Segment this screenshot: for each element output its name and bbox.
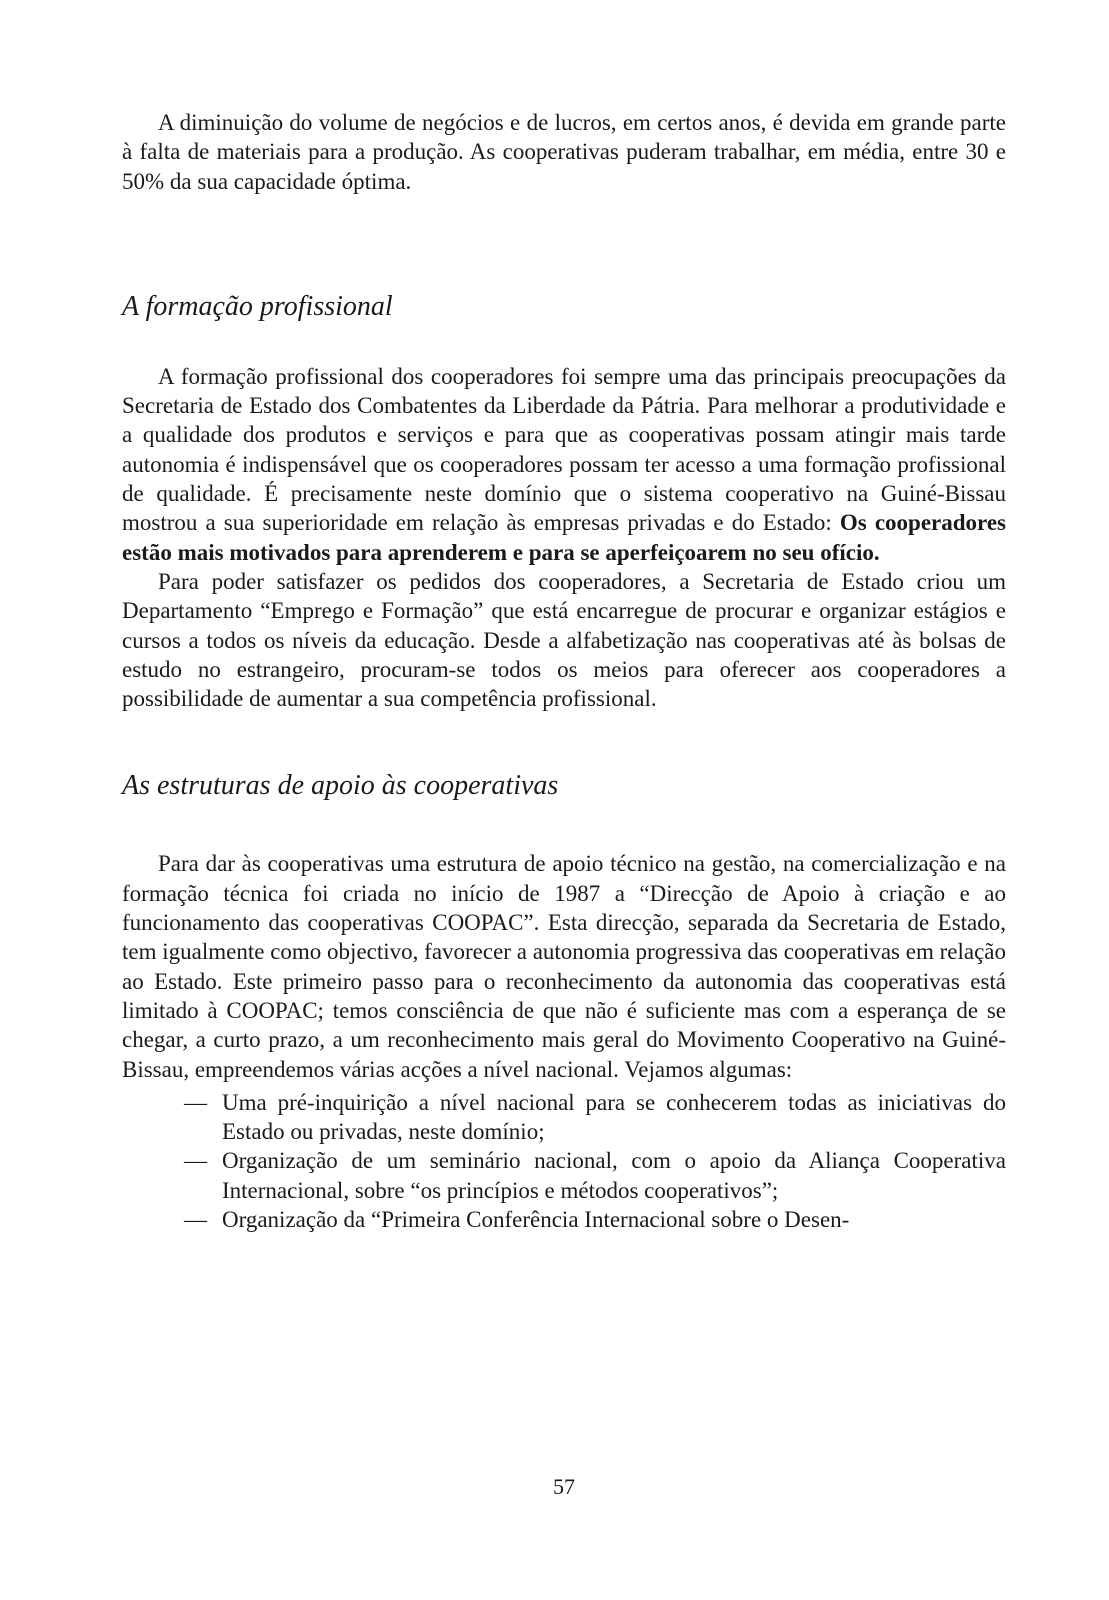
formacao-paragraph-2: Para poder satisfazer os pedidos dos cooperadores, a Secretaria de Estado criou um Departamento “Emprego e Formação” que está encarregue de procurar e organizar estágios e cursos a todos os níveis da educação. Desde a alfabetização nas cooperativas até às bolsas de estudo no estrangeiro, procuram-se todos os meios para oferecer aos cooperadores a possibilidade de aumentar a sua competência profissional. xyxy=(122,568,1006,712)
page-number: 57 xyxy=(553,1474,575,1499)
list-item-text: Organização de um seminário nacional, com o apoio da Aliança Cooperativa Internacional, sobre “os princípios e métodos cooperativos”; xyxy=(222,1148,1006,1203)
intro-paragraph: A diminuição do volume de negócios e de lucros, em certos anos, é devida em grande parte à falta de materiais para a produção. As cooperativas puderam trabalhar, em média, entre 30 e 50% da sua capacidade óptima. xyxy=(122,110,1006,194)
document-page xyxy=(122,108,1006,1578)
list-item-text: Uma pré-inquirição a nível nacional para se conhecerem todas as iniciativas do Estado ou privadas, neste domínio; xyxy=(222,1089,1006,1145)
actions-list xyxy=(122,1088,1006,1234)
dash-mark: — xyxy=(184,1089,207,1115)
list-item xyxy=(184,1088,1006,1147)
list-item xyxy=(184,1205,1006,1234)
dash-mark: — xyxy=(184,1148,207,1174)
section-heading-formacao-profissional: A formação profissional xyxy=(122,290,393,322)
formacao-paragraph-1-text: A formação profissional dos cooperadores foi sempre uma das principais preocupações da Secretaria de Estado dos Combatentes da Liberdade da Pátria. Para melhorar a produtividade e a qualidade dos produtos e serviços e para que as cooperativas possam atingir mais tarde autonomia é indispensável que os cooperadores possam ter acesso a uma formação profissional de qualidade. É precisamente neste domínio que o sistema cooperativo na Guiné-Bissau mostrou a sua superioridade em relação às empresas privadas e do Estado: xyxy=(122,363,1006,536)
formacao-paragraph-1 xyxy=(122,362,1006,567)
section-heading-estruturas-apoio: As estruturas de apoio às cooperativas xyxy=(122,770,559,802)
dash-mark: — xyxy=(184,1207,207,1233)
list-item xyxy=(184,1146,1006,1205)
formacao-paragraph-1-emphasis: Os cooperadores estão mais motivados para aprenderem e para se aperfeiçoarem no seu ofício. xyxy=(122,510,1006,565)
estruturas-paragraph-1: Para dar às cooperativas uma estrutura de apoio técnico na gestão, na comercialização e na formação técnica foi criada no início de 1987 a “Direcção de Apoio à criação e ao funcionamento das cooperativas COOPAC”. Esta direcção, separada da Secretaria de Estado, tem igualmente como objectivo, favorecer a autonomia progressiva das cooperativas em relação ao Estado. Este primeiro passo para o reconhecimento da autonomia das cooperativas está limitado à COOPAC; temos consciência de que não é suficiente mas com a esperança de se chegar, a curto prazo, a um reconhecimento mais geral do Movimento Cooperativo na Guiné-Bissau, empreendemos várias acções a nível nacional. Vejamos algumas: xyxy=(122,851,1006,1082)
list-item-text: Organização da “Primeira Conferência Internacional sobre o Desen- xyxy=(222,1207,850,1233)
